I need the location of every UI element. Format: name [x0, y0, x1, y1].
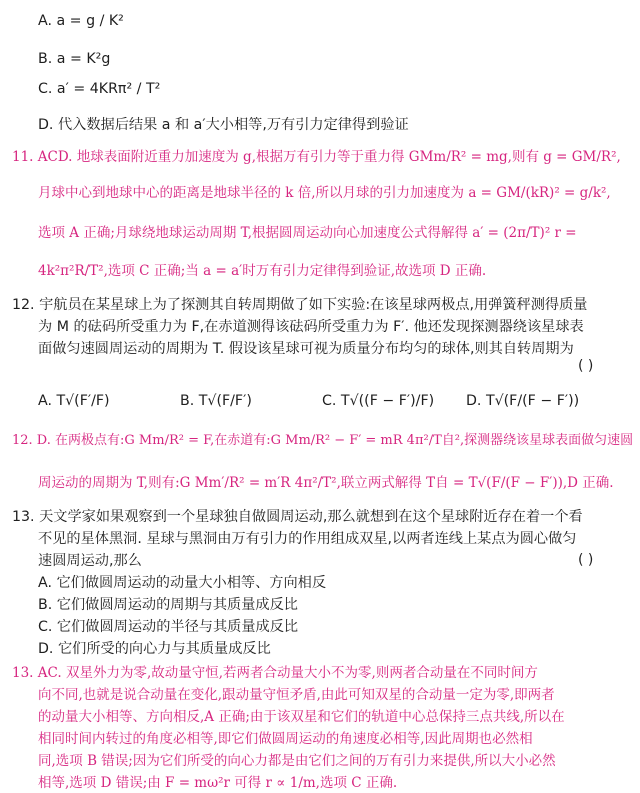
- question-13-option-b: B. 它们做圆周运动的周期与其质量成反比: [38, 597, 298, 613]
- answer-12-line-1: 12. D. 在两极点有:G Mm/R² = F,在赤道有:G Mm/R² − F′ = mR 4π²/T自²,探测器绕该星球表面做匀速圆: [12, 433, 634, 448]
- answer-13-line-1: 13. AC. 双星外力为零,故动量守恒,若两者合动量大小不为零,则两者合动量在不同时间方: [12, 665, 538, 681]
- question-13-option-d: D. 它们所受的向心力与其质量成反比: [38, 641, 271, 657]
- question-12-option-a: A. T√(F′/F): [38, 393, 110, 409]
- question-12-option-c: C. T√((F − F′)/F): [322, 393, 435, 409]
- answer-11-line-4: 4k²π²R/T²,选项 C 正确;当 a = a′时万有引力定律得到验证,故选项 D 正确.: [38, 263, 487, 279]
- q10-option-b: B. a = K²g: [38, 51, 111, 67]
- answer-11-line-3: 选项 A 正确;月球绕地球运动周期 T,根据圆周运动向心加速度公式得解得 a′ = (2π/T)² r =: [38, 225, 577, 241]
- answer-13-line-4: 相同时间内转过的角度必相等,即它们做圆周运动的角速度必相等,因此周期也必然相: [38, 731, 533, 747]
- q10-option-c: C. a′ = 4KRπ² / T²: [38, 81, 161, 97]
- question-13-option-c: C. 它们做圆周运动的半径与其质量成反比: [38, 619, 299, 635]
- q10-option-a: A. a = g / K²: [38, 13, 124, 29]
- question-12-line-1: 12. 宇航员在某星球上为了探测其自转周期做了如下实验:在该星球两极点,用弹簧秤测得质量: [12, 297, 588, 313]
- answer-12-line-2: 周运动的周期为 T,则有:G Mm′/R² = m′R 4π²/T²,联立两式解得 T自 = T√(F/(F − F′)),D 正确.: [38, 475, 614, 491]
- question-12-option-b: B. T√(F/F′): [180, 393, 252, 409]
- question-12-option-d: D. T√(F/(F − F′)): [466, 393, 580, 409]
- answer-13-line-6: 相等,选项 D 错误;由 F = mω²r 可得 r ∝ 1/m,选项 C 正确.: [38, 775, 398, 791]
- answer-13-line-3: 的动量大小相等、方向相反,A 正确;由于该双星和它们的轨道中心总保持三点共线,所以在: [38, 709, 565, 725]
- question-13-option-a: A. 它们做圆周运动的动量大小相等、方向相反: [38, 575, 327, 591]
- question-13-line-1: 13. 天文学家如果观察到一个星球独自做圆周运动,那么就想到在这个星球附近存在着一个看: [12, 509, 583, 525]
- answer-13-line-5: 同,选项 B 错误;因为它们所受的向心力都是由它们之间的万有引力来提供,所以大小必然: [38, 753, 556, 769]
- answer-11-line-1: 11. ACD. 地球表面附近重力加速度为 g,根据万有引力等于重力得 GMm/R² = mg,则有 g = GM/R²,: [12, 149, 621, 165]
- answer-13-line-2: 向不同,也就是说合动量在变化,跟动量守恒矛盾,由此可知双星的合动量一定为零,即两者: [38, 687, 555, 703]
- question-13-answer-paren: ( ): [578, 552, 594, 568]
- q10-option-d: D. 代入数据后结果 a 和 a′大小相等,万有引力定律得到验证: [38, 117, 409, 133]
- answer-11-line-2: 月球中心到地球中心的距离是地球半径的 k 倍,所以月球的引力加速度为 a = GM/(kR)² = g/k²,: [38, 185, 611, 201]
- question-12-line-2: 为 M 的砝码所受重力为 F,在赤道测得该砝码所受重力为 F′. 他还发现探测器绕该星球表: [38, 319, 584, 335]
- question-13-line-3: 速圆周运动,那么: [38, 553, 142, 569]
- question-12-line-3: 面做匀速圆周运动的周期为 T. 假设该星球可视为质量分布均匀的球体,则其自转周期为: [38, 341, 574, 357]
- question-12-answer-paren: ( ): [578, 358, 594, 374]
- question-13-line-2: 不见的星体黑洞. 星球与黑洞由万有引力的作用组成双星,以两者连线上某点为圆心做匀: [38, 531, 577, 547]
